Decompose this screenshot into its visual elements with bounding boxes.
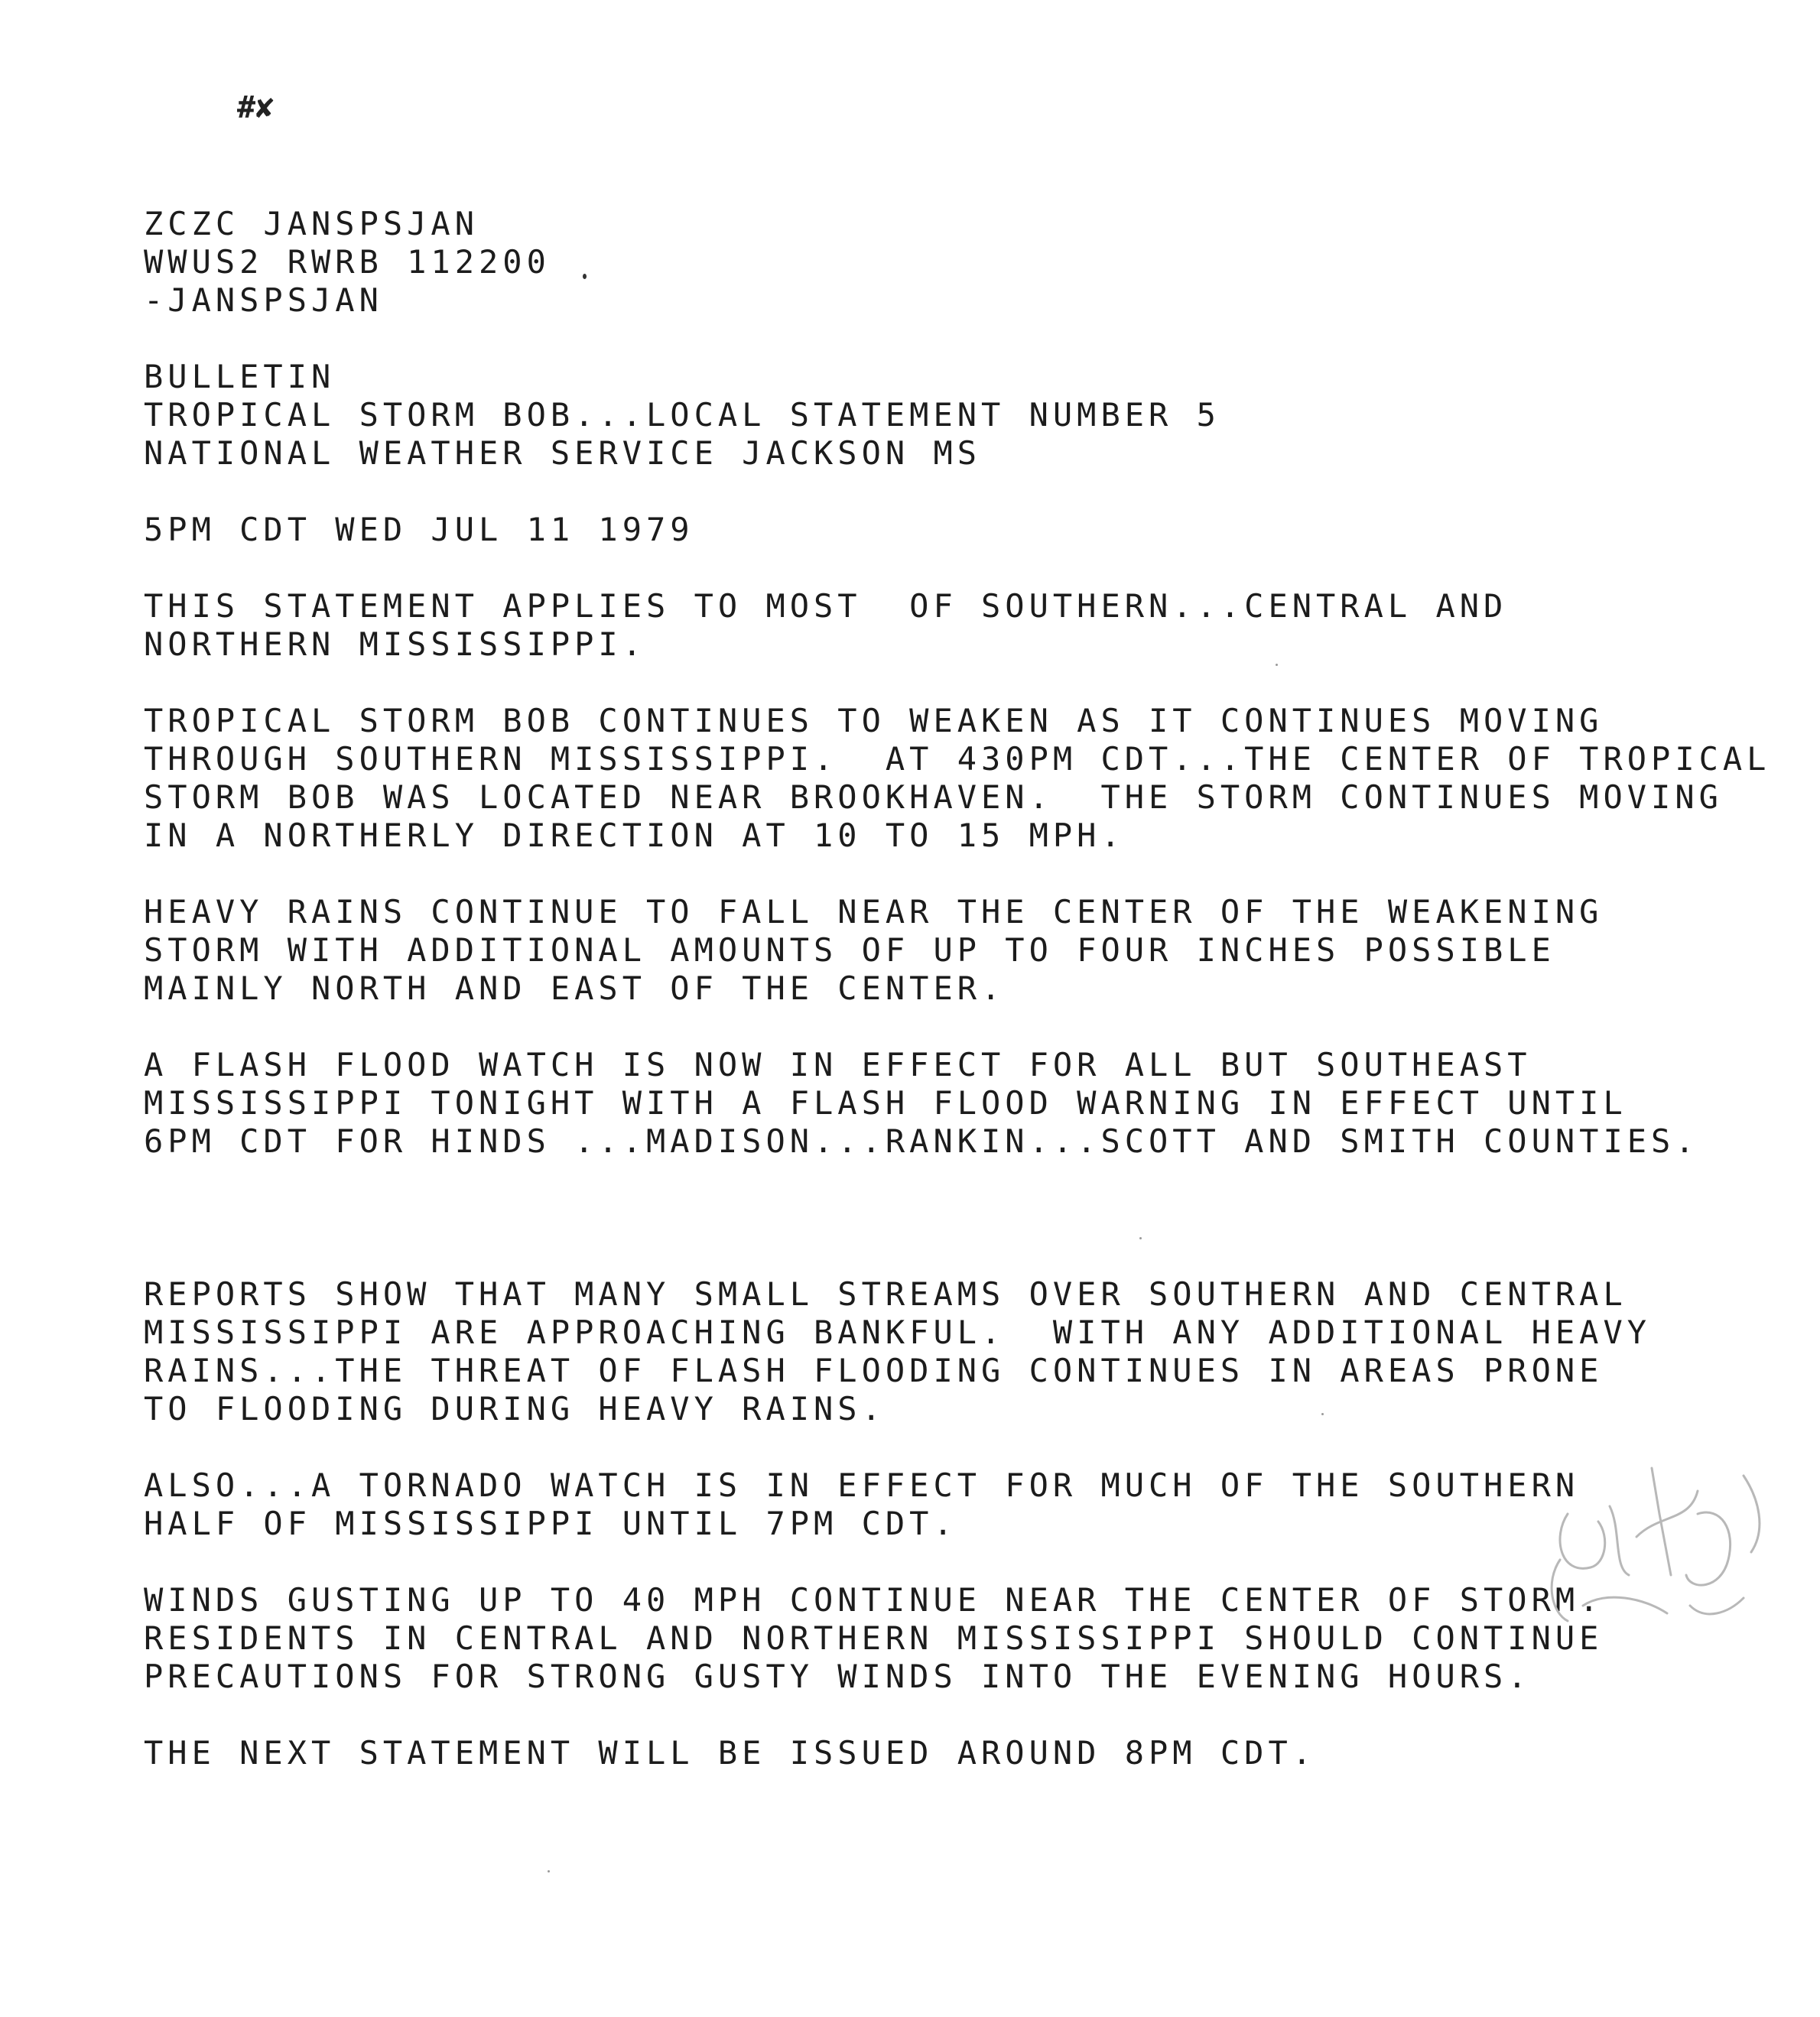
scan-speck: [583, 274, 587, 279]
p1-line: THIS STATEMENT APPLIES TO MOST OF SOUTHERN...CENTRAL AND: [144, 587, 1508, 625]
pencil-signature: [1537, 1422, 1782, 1667]
p2-line: THROUGH SOUTHERN MISSISSIPPI. AT 430PM CDT...THE CENTER OF TROPICAL: [144, 740, 1771, 778]
corner-mark: #✘: [237, 90, 275, 125]
p1-line: NORTHERN MISSISSIPPI.: [144, 625, 647, 663]
p8-line: THE NEXT STATEMENT WILL BE ISSUED AROUND 8PM CDT.: [144, 1734, 1317, 1772]
p6-line: HALF OF MISSISSIPPI UNTIL 7PM CDT.: [144, 1505, 957, 1542]
bulletin-label: BULLETIN: [144, 358, 336, 395]
scan-speck: [1276, 664, 1278, 666]
p3-line: HEAVY RAINS CONTINUE TO FALL NEAR THE CENTER OF THE WEAKENING: [144, 893, 1604, 931]
p6-line: ALSO...A TORNADO WATCH IS IN EFFECT FOR MUCH OF THE SOUTHERN: [144, 1466, 1580, 1504]
p2-line: IN A NORTHERLY DIRECTION AT 10 TO 15 MPH.: [144, 817, 1125, 854]
scan-speck: [1321, 1413, 1324, 1415]
p5-line: REPORTS SHOW THAT MANY SMALL STREAMS OVER SOUTHERN AND CENTRAL: [144, 1275, 1627, 1313]
storm-title: TROPICAL STORM BOB...LOCAL STATEMENT NUMBER 5: [144, 396, 1220, 434]
p4-line: 6PM CDT FOR HINDS ...MADISON...RANKIN...SCOTT AND SMITH COUNTIES.: [144, 1122, 1699, 1160]
issue-time: 5PM CDT WED JUL 11 1979: [144, 511, 694, 548]
header-line-2: WWUS2 RWRB 112200: [144, 243, 551, 281]
p3-line: STORM WITH ADDITIONAL AMOUNTS OF UP TO FOUR INCHES POSSIBLE: [144, 931, 1555, 969]
p4-line: A FLASH FLOOD WATCH IS NOW IN EFFECT FOR ALL BUT SOUTHEAST: [144, 1046, 1532, 1083]
scan-speck: [548, 1870, 550, 1872]
p7-line: PRECAUTIONS FOR STRONG GUSTY WINDS INTO THE EVENING HOURS.: [144, 1658, 1532, 1695]
p7-line: RESIDENTS IN CENTRAL AND NORTHERN MISSISSIPPI SHOULD CONTINUE: [144, 1619, 1604, 1657]
p5-line: RAINS...THE THREAT OF FLASH FLOODING CONTINUES IN AREAS PRONE: [144, 1352, 1604, 1389]
p7-line: WINDS GUSTING UP TO 40 MPH CONTINUE NEAR THE CENTER OF STORM.: [144, 1581, 1604, 1619]
p5-line: TO FLOODING DURING HEAVY RAINS.: [144, 1390, 886, 1427]
scan-speck: [1139, 1237, 1142, 1239]
p4-line: MISSISSIPPI TONIGHT WITH A FLASH FLOOD WARNING IN EFFECT UNTIL: [144, 1084, 1627, 1122]
p5-line: MISSISSIPPI ARE APPROACHING BANKFUL. WITH ANY ADDITIONAL HEAVY: [144, 1314, 1652, 1351]
p3-line: MAINLY NORTH AND EAST OF THE CENTER.: [144, 970, 1006, 1007]
header-line-3: -JANSPSJAN: [144, 281, 383, 319]
office-name: NATIONAL WEATHER SERVICE JACKSON MS: [144, 434, 982, 472]
p2-line: STORM BOB WAS LOCATED NEAR BROOKHAVEN. THE STORM CONTINUES MOVING: [144, 778, 1723, 816]
p2-line: TROPICAL STORM BOB CONTINUES TO WEAKEN AS IT CONTINUES MOVING: [144, 702, 1604, 739]
header-line-1: ZCZC JANSPSJAN: [144, 205, 479, 242]
